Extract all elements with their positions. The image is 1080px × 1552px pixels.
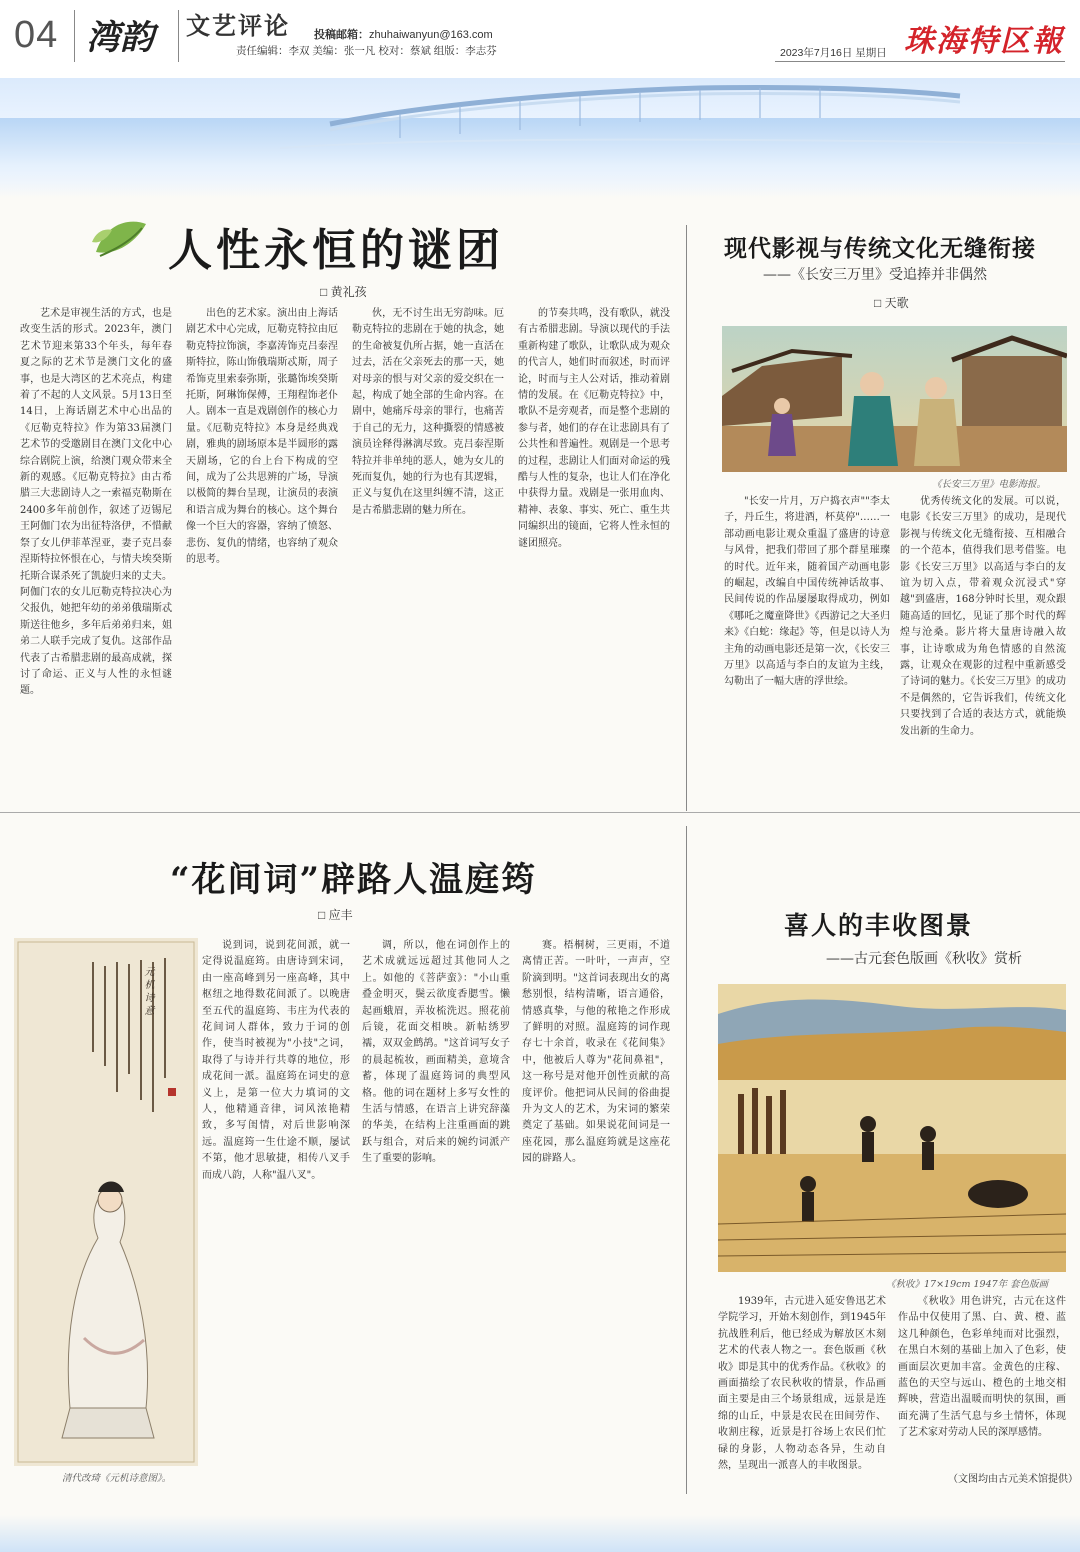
section-rule: [0, 812, 1080, 813]
article1-column: 的节奏共鸣，没有歌队，就没有古希腊悲剧。导演以现代的手法重新构建了歌队，让歌队成为观众的代言人，她们时而叙述，时而评论，时而与主人公对话，推动着剧情的发展。在《厄勒克特拉》中，歌队不是旁观者，而是整个悲剧的参与者，她们的存在让悲剧具有了公共性和普遍性。观剧是一个思考的过程，悲剧让人们面对命运的残酷与人性的复杂，也让人们在净化中获得力量。戏剧是一张用血肉、精神、表象、事实、死亡、重生共同编织出的镜面，它将人性永恒的谜团照亮。: [518, 308, 670, 549]
email-address: zhuhaiwanyun@163.com: [369, 29, 493, 41]
brand-logo: 湾韵: [86, 18, 154, 58]
article2-image-caption: 《长安三万里》电影海报。: [932, 479, 1047, 490]
footer-band: [0, 1515, 1080, 1552]
email-label: 投稿邮箱：: [314, 29, 369, 41]
article1-column: 伙，无不讨生出无穷韵味。厄勒克特拉的悲剧在于她的执念，她的生命被复仇所占据，她一直活在过去，活在父亲死去的那一天，她对母亲的恨与对父亲的爱交织在一起，构成了她全部的生命内容。在剧中，她痛斥母亲的罪行，也痛苦于自己的无力，这种撕裂的情感被演员诠释得淋漓尽致。克吕泰涅斯特拉并非单纯的恶人，她为女儿的死而复仇，她的行为也有其逻辑，正义与复仇在这里纠缠不清，这正是古希腊悲剧的魅力所在。: [352, 308, 504, 516]
article4-column: 1939年，古元进入延安鲁迅艺术学院学习，开始木刻创作，到1945年抗战胜利后，他已经成为解放区木刻艺术的代表人物之一。套色版画《秋收》即是其中的优秀作品。《秋收》的画面描绘了农民秋收的情景，作品画面主要是由三个场景组成，远景是连绵的山丘，中景是农民在田间劳作、收割庄稼，近景是打谷场上农民们忙碌的身影，人物动态各异，生动自然，呈现出一派喜人的丰收图景。: [718, 1296, 886, 1472]
article2-title: 现代影视与传统文化无缝衔接: [724, 235, 1036, 262]
article4-column: 《秋收》用色讲究，古元在这件作品中仅使用了黑、白、黄、橙、蓝这几种颜色，色彩单纯而对比强烈，在黑白木刻的基础上加入了色彩，使画面层次更加丰富。金黄色的庄稼、蓝色的天空与远山、橙色的土地交相辉映，营造出温暖而明快的氛围，画面充满了生活气息与乡土情怀，体现了艺术家对劳动人民的深厚感情。: [898, 1296, 1066, 1439]
column-rule: [686, 826, 687, 1494]
article4-credit: （文图均由古元美术馆提供）: [948, 1474, 1078, 1485]
newspaper-name: 珠海特区報: [904, 24, 1064, 59]
article2-author: □ 天歌: [874, 296, 909, 310]
section-title: 文艺评论: [186, 11, 290, 40]
article4-title: 喜人的丰收图景: [784, 911, 974, 940]
article1-title: 人性永恒的谜团: [168, 225, 504, 276]
article3-column: 调，所以，他在词创作上的艺术成就远远超过其他同人之上。如他的《菩萨蛮》："小山重叠金明灭，鬓云欲度香腮雪。懒起画蛾眉，弄妆梳洗迟。照花前后镜，花面交相映。新帖绣罗襦，双双金鹧鸪。"这首词写女子的晨起梳妆，画面精美，意境含蓄，体现了温庭筠词的典型风格。他的词在题材上多写女性的生活与情感，在语言上讲究辞藻的华美，在结构上注重画面的跳跃与组合，对后来的婉约词派产生了重要的影响。: [362, 940, 510, 1165]
header-banner: [0, 78, 1080, 198]
leaf-ornament-icon: [86, 212, 152, 270]
page-number: 04: [14, 14, 59, 56]
article3-author: □ 应丰: [318, 908, 353, 922]
article1-author: □ 黄礼孩: [320, 285, 367, 299]
article2-column: "长安一片月，万户捣衣声""李太子，丹丘生，将进酒，杯莫停"……一部动画电影让观众重温了盛唐的诗意与风骨，把我们带回了那个群星璀璨的时代。近年来，随着国产动画电影的崛起，改编自中国传统神话故事、民间传说的作品屡屡取得成功，例如《哪吒之魔童降世》《西游记之大圣归来》《白蛇：缘起》等，但是以诗人为主角的动画电影还是第一次，《长安三万里》以高适与李白的友谊为主线，勾勒出了一幅大唐的浮世绘。: [724, 496, 890, 688]
article3-column: 说到词，说到花间派，就一定得说温庭筠。由唐诗到宋词，由一座高峰到另一座高峰，其中枢纽之地得数花间派了。以晚唐至五代的温庭筠、韦庄为代表的花间词人群体，致力于词的创作，使当时被视为"小技"之词，取得了与诗并行共尊的地位，形成花间一派。温庭筠在词史的意义上，是第一位大力填词的文人，他精通音律，词风浓艳精致，多写闺情，对后世影响深远。温庭筠一生仕途不顺，屡试不第，他才思敏捷，相传八叉手而成八韵，人称"温八叉"。: [202, 940, 350, 1181]
article3-column: 赛。梧桐树，三更雨，不道离情正苦。一叶叶，一声声，空阶滴到明。"这首词表现出女的离愁别恨，结构清晰，语言通俗，情感真挚，与他的秾艳之作形成了鲜明的对照。温庭筠的词作现存七十余首，收录在《花间集》中，他被后人尊为"花间鼻祖"，这一称号是对他开创性贡献的高度评价。他把词从民间的俗曲提升为文人的艺术，为宋词的繁荣奠定了基础。如果说花间词是一座花园，那么温庭筠就是这座花园的辟路人。: [522, 940, 670, 1165]
bridge-illustration: [0, 78, 1080, 198]
article1-column: 艺术是审视生活的方式，也是改变生活的形式。2023年，澳门艺术节迎来第33个年头，每年春夏之际的艺术节是澳门文化的盛事，也是大湾区的艺术亮点，构建着了不起的人文风景。5月13日至14日，上海话剧艺术中心出品的《厄勒克特拉》作为第33届澳门艺术节的受邀剧目在澳门文化中心综合剧院上演，给澳门观众带来全新的观感。《厄勒克特拉》由古希腊三大悲剧诗人之一索福克勒斯在2400多年前创作，叙述了迈锡尼王阿伽门农为出征特洛伊，不惜献祭了女儿伊菲革涅亚，妻子克吕泰涅斯特拉怀恨在心，与情夫埃癸斯托斯合谋杀死了凯旋归来的丈夫。阿伽门农的女儿厄勒克特拉决心为父报仇，她把年幼的弟弟俄瑞斯忒斯送往他乡，多年后弟弟归来，姐弟二人联手完成了复仇。这部作品代表了古希腊悲剧的最高成就，探讨了命运、正义与人性的永恒谜题。: [20, 308, 172, 697]
submission-email: [314, 26, 493, 42]
article3-title: “花间词”辟路人温庭筠: [170, 860, 538, 900]
classical-painting-image: [14, 938, 198, 1466]
article1-column: 出色的艺术家。演出由上海话剧艺术中心完成，厄勒克特拉由厄勒克特拉饰演，李嘉涛饰克吕泰涅斯特拉，陈山饰俄瑞斯忒斯，周子希饰克里索泰弥斯，张璐饰埃癸斯托斯，阿琳饰保傅，王翔程饰老仆人。剧本一直是戏剧创作的核心力量。《厄勒克特拉》本身是经典戏剧，雅典的剧场原本是半圆形的露天剧场，它的台上台下构成的空间，成为了公共思辨的广场，导演以极简的舞台呈现，让演员的表演和语言成为舞台的核心。这个舞台像一个巨大的容器，容纳了愤怒、悲伤、复仇的情绪，也容纳了观众的思考。: [186, 308, 338, 566]
masthead-divider: [178, 10, 179, 62]
article2-column: 优秀传统文化的发展。可以说，电影《长安三万里》的成功，是现代影视与传统文化无缝衔接、互相融合的一个范本，值得我们思考借鉴。电影《长安三万里》以高适与李白的友谊为切入点，带着观众沉浸式"穿越"到盛唐，168分钟时长里，观众跟随高适的回忆，见证了那个时代的辉煌与沧桑。影片将大量唐诗融入故事，让诗歌成为角色情感的自然流露，让观众在观影的过程中重新感受了诗词的魅力。《长安三万里》的成功不是偶然的，它告诉我们，传统文化只要找到了合适的表达方式，就能焕发出新的生命力。: [900, 496, 1066, 737]
article4-subtitle: ——古元套色版画《秋收》赏析: [826, 951, 1022, 967]
painting-inscription: 元机诗意: [142, 966, 153, 1018]
movie-poster-image: [722, 326, 1067, 472]
article2-subtitle: ——《长安三万里》受追捧并非偶然: [763, 267, 987, 283]
woodcut-print-image: [718, 984, 1066, 1272]
column-rule: [686, 225, 687, 811]
masthead: [0, 0, 1080, 79]
masthead-divider: [74, 10, 75, 62]
masthead-rule: [775, 61, 1065, 62]
staff-credits: 责任编辑：李双 美编：张一凡 校对：蔡斌 组版：李志芬: [236, 45, 497, 57]
article4-image-caption: 《秋收》17×19cm 1947年 套色版画: [886, 1279, 1049, 1290]
article3-image-caption: 清代改琦《元机诗意图》。: [62, 1473, 172, 1484]
issue-date: 2023年7月16日 星期日: [780, 47, 887, 59]
